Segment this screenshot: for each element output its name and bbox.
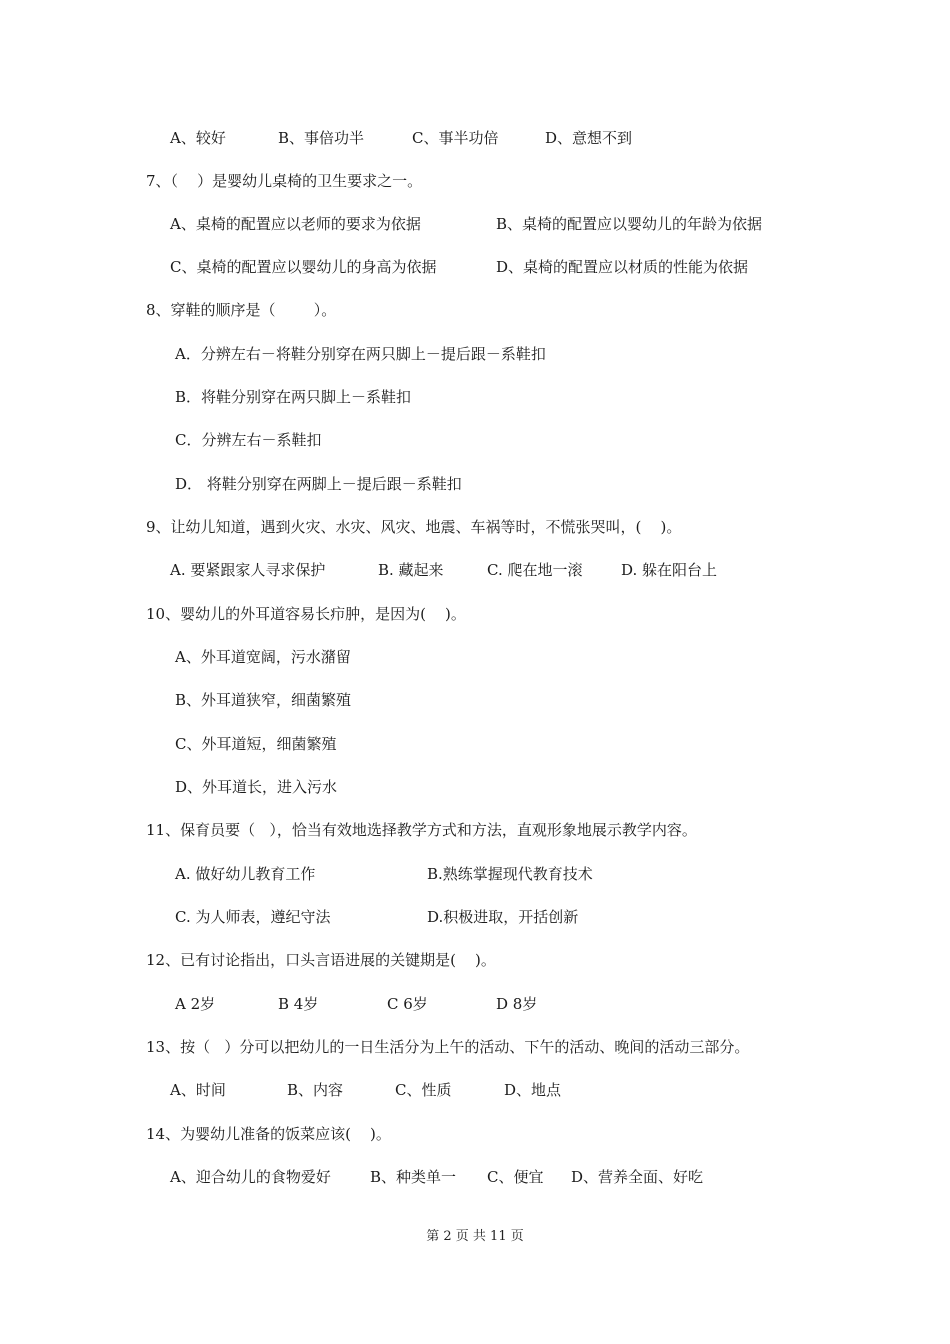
q12-option-a: A 2岁 <box>175 995 216 1013</box>
q10-option-b: B、外耳道狭窄，细菌繁殖 <box>175 691 352 709</box>
q11-option-b: B.熟练掌握现代教育技术 <box>427 865 593 883</box>
page-footer: 第 2 页 共 11 页 <box>426 1229 524 1244</box>
q10-option-c: C、外耳道短，细菌繁殖 <box>175 735 337 753</box>
q6-option-b: B、事倍功半 <box>278 129 365 147</box>
q13-option-b: B、内容 <box>287 1081 344 1099</box>
q13-option-d: D、地点 <box>504 1081 562 1099</box>
q8-option-c: C．分辨左右－系鞋扣 <box>175 431 322 449</box>
q9-option-c: C. 爬在地一滚 <box>487 561 583 579</box>
q7-option-a: A、桌椅的配置应以老师的要求为依据 <box>170 215 421 233</box>
q12-stem: 12、已有讨论指出，口头言语进展的关键期是( )。 <box>146 951 496 969</box>
q13-option-a: A、时间 <box>170 1081 226 1099</box>
q11-option-c: C. 为人师表，遵纪守法 <box>175 908 331 926</box>
q7-option-c: C、桌椅的配置应以婴幼儿的身高为依据 <box>170 258 437 276</box>
q6-option-c: C、事半功倍 <box>412 129 499 147</box>
q14-stem: 14、为婴幼儿准备的饭菜应该( )。 <box>146 1125 391 1143</box>
q14-option-b: B、种类单一 <box>370 1168 457 1186</box>
q8-option-a: A．分辨左右－将鞋分别穿在两只脚上－提后跟－系鞋扣 <box>175 345 546 363</box>
q13-stem: 13、按（ ）分可以把幼儿的一日生活分为上午的活动、下午的活动、晚间的活动三部分。 <box>146 1038 750 1056</box>
q14-option-c: C、便宜 <box>487 1168 544 1186</box>
q12-option-c: C 6岁 <box>387 995 428 1013</box>
q9-option-d: D. 躲在阳台上 <box>621 561 718 579</box>
q10-stem: 10、婴幼儿的外耳道容易长疖肿，是因为( )。 <box>146 605 466 623</box>
q14-option-d: D、营养全面、好吃 <box>571 1168 704 1186</box>
q9-option-b: B. 藏起来 <box>378 561 444 579</box>
q9-option-a: A. 要紧跟家人寻求保护 <box>170 561 326 579</box>
q6-option-a: A、较好 <box>170 129 226 147</box>
q10-option-a: A、外耳道宽阔，污水潴留 <box>175 648 351 666</box>
q7-option-d: D、桌椅的配置应以材质的性能为依据 <box>496 258 749 276</box>
q11-stem: 11、保育员要（ ），恰当有效地选择教学方式和方法，直观形象地展示教学内容。 <box>146 821 697 839</box>
q11-option-a: A. 做好幼儿教育工作 <box>175 865 316 883</box>
q14-option-a: A、迎合幼儿的食物爱好 <box>170 1168 331 1186</box>
q13-option-c: C、性质 <box>395 1081 452 1099</box>
q11-option-d: D.积极进取，开括创新 <box>427 908 579 926</box>
q12-option-b: B 4岁 <box>278 995 319 1013</box>
q12-option-d: D 8岁 <box>496 995 538 1013</box>
q6-option-d: D、意想不到 <box>545 129 633 147</box>
q8-option-d: D． 将鞋分别穿在两脚上－提后跟－系鞋扣 <box>175 475 462 493</box>
q9-stem: 9、让幼儿知道，遇到火灾、水灾、风灾、地震、车祸等时，不慌张哭叫，( )。 <box>146 518 682 536</box>
q7-stem: 7、（ ）是婴幼儿桌椅的卫生要求之一。 <box>146 172 423 190</box>
q8-option-b: B．将鞋分别穿在两只脚上－系鞋扣 <box>175 388 412 406</box>
q10-option-d: D、外耳道长，进入污水 <box>175 778 338 796</box>
q7-option-b: B、桌椅的配置应以婴幼儿的年龄为依据 <box>496 215 763 233</box>
q8-stem: 8、穿鞋的顺序是（ ）。 <box>146 301 337 319</box>
